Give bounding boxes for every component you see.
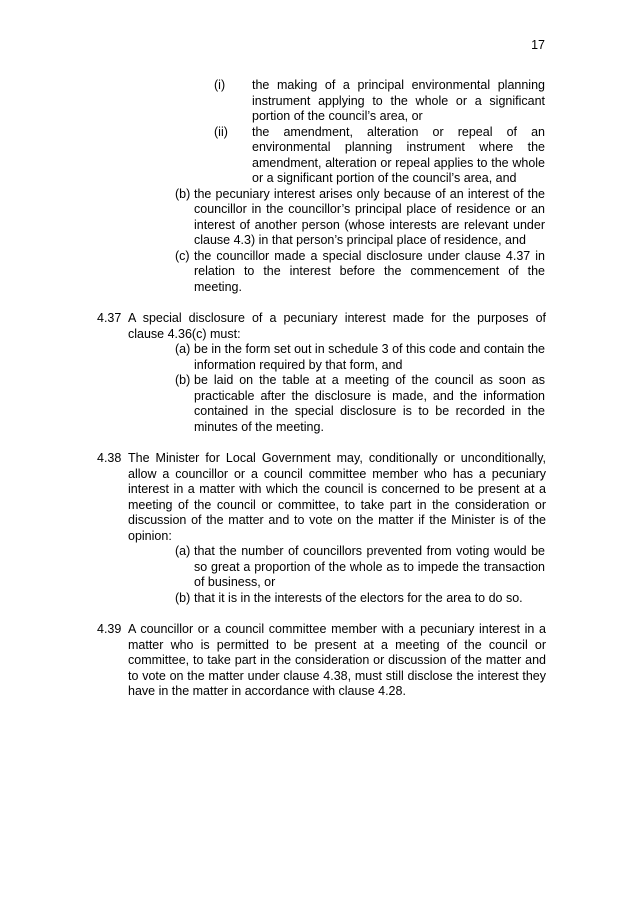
clause-4-38-item-b (175, 590, 545, 607)
clause-text: A councillor or a council committee member with a pecuniary interest in a matter who is permitted to be present at a meeting of the council or committee, to take part in the consideration or discussion of the matter and to vote on the matter under clause 4.38, must still disclose the interest they have in the matter in accordance with clause 4.28. (128, 622, 546, 698)
item-label: (a) (175, 342, 191, 356)
subclause-text: the making of a principal environmental planning instrument applying to the whole or a significant portion of the council’s area, or (252, 78, 545, 123)
item-text: the councillor made a special disclosure under clause 4.37 in relation to the interest before the commencement of the meeting. (194, 248, 545, 294)
item-label: (a) (175, 544, 191, 558)
clause-number: 4.39 (97, 622, 122, 636)
clause-4-39 (97, 622, 546, 700)
subclause-label: (ii) (214, 124, 228, 139)
item-label: (b) (175, 590, 191, 605)
page-body (0, 78, 642, 700)
clause-4-36-item-c (175, 248, 545, 296)
clause-text: The Minister for Local Government may, conditionally or unconditionally, allow a councillor or a council committee member who has a pecuniary interest in a matter with which the council is concerned to be present at a meeting of the council or committee, to take part in the consideration or discussion of the matter and to vote on the matter if the Minister is of the opinion: (128, 451, 546, 543)
item-text: be in the form set out in schedule 3 of this code and contain the information required by that form, and (194, 342, 545, 372)
item-label: (c) (175, 248, 190, 263)
clause-4-37 (97, 311, 546, 342)
item-label: (b) (175, 186, 191, 201)
subclause-ii (214, 124, 545, 187)
clause-4-38-item-a (175, 544, 545, 591)
page-number: 17 (531, 38, 545, 52)
item-label: (b) (175, 373, 191, 387)
clause-4-37-item-a (175, 342, 545, 373)
subclause-text: the amendment, alteration or repeal of an environmental planning instrument where the amendment, alteration or repeal applies to the whole or a significant portion of the council’s area, and (252, 124, 545, 185)
clause-number: 4.38 (97, 451, 122, 465)
clause-number: 4.37 (97, 311, 122, 325)
clause-4-37-item-b (175, 373, 545, 435)
clause-text: A special disclosure of a pecuniary interest made for the purposes of clause 4.36(c) must: (128, 311, 546, 341)
item-text: be laid on the table at a meeting of the council as soon as practicable after the disclosure is made, and the information contained in the special disclosure is to be recorded in the minutes of the meeting. (194, 373, 545, 434)
item-text: the pecuniary interest arises only because of an interest of the councillor in the councillor’s principal place of residence or an interest of another person (whose interests are relevant under clause 4.3) in that person’s principal place of residence, and (194, 186, 545, 247)
subclause-label: (i) (214, 78, 226, 92)
clause-4-38 (97, 451, 546, 544)
clause-4-36-item-b (175, 186, 545, 249)
subclause-i (214, 78, 545, 125)
item-text: that it is in the interests of the electors for the area to do so. (194, 590, 523, 605)
item-text: that the number of councillors prevented from voting would be so great a proportion of the whole as to impede the transaction of business, or (194, 544, 545, 589)
